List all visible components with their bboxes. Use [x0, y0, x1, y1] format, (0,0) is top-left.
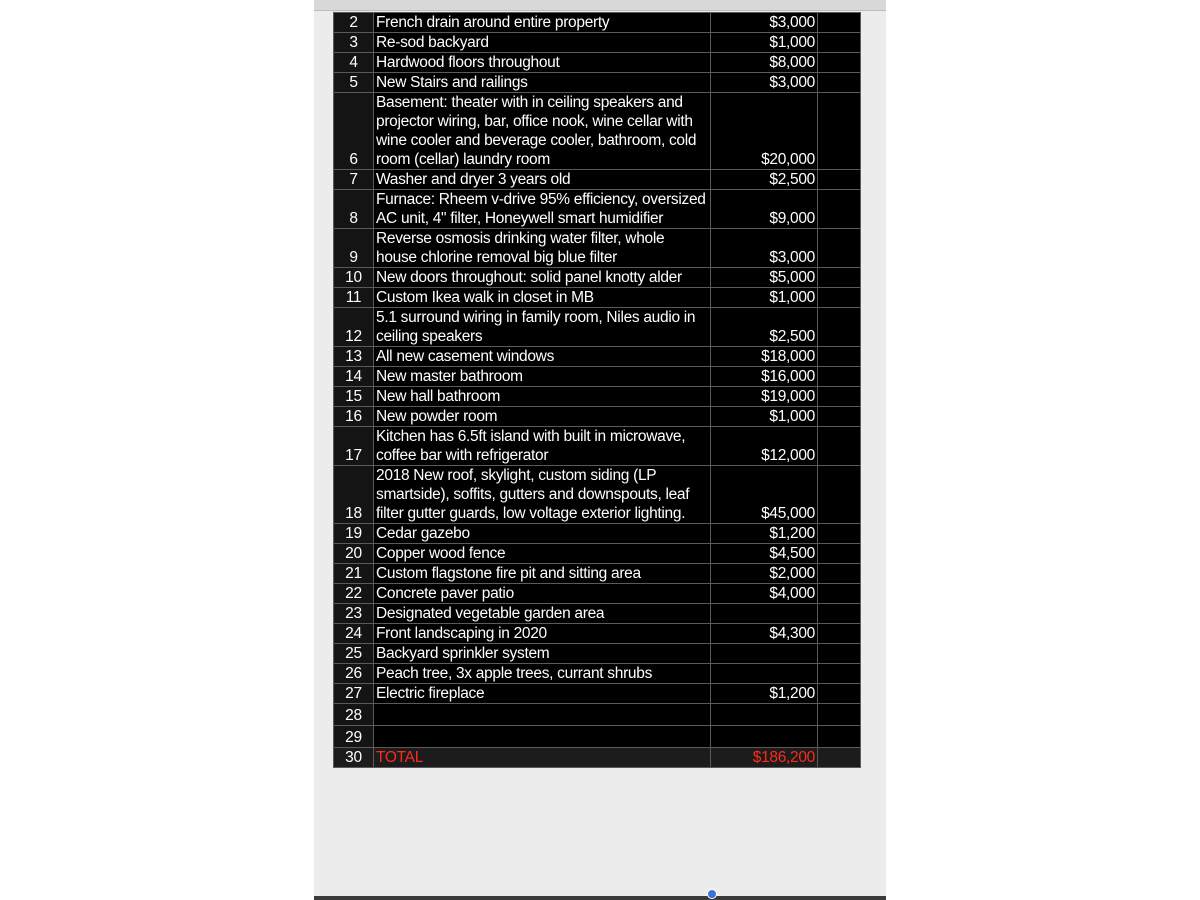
- row-number[interactable]: 20: [334, 544, 374, 564]
- item-description-cell[interactable]: Custom flagstone fire pit and sitting area: [374, 564, 711, 584]
- item-description-cell[interactable]: Cedar gazebo: [374, 524, 711, 544]
- row-number[interactable]: 16: [334, 407, 374, 427]
- table-row[interactable]: [334, 229, 861, 268]
- row-number[interactable]: 9: [334, 229, 374, 268]
- item-amount-cell[interactable]: $16,000: [711, 367, 818, 387]
- item-amount-cell[interactable]: $4,500: [711, 544, 818, 564]
- row-number[interactable]: 15: [334, 387, 374, 407]
- item-amount-cell[interactable]: $1,000: [711, 33, 818, 53]
- item-description-cell[interactable]: [374, 726, 711, 748]
- empty-cell[interactable]: [818, 288, 861, 308]
- item-amount-cell[interactable]: $2,500: [711, 170, 818, 190]
- row-number[interactable]: 5: [334, 73, 374, 93]
- item-description-cell[interactable]: Designated vegetable garden area: [374, 604, 711, 624]
- total-row[interactable]: [334, 748, 861, 768]
- empty-cell[interactable]: [818, 33, 861, 53]
- row-number[interactable]: 7: [334, 170, 374, 190]
- row-number[interactable]: 29: [334, 726, 374, 748]
- item-description-cell[interactable]: Front landscaping in 2020: [374, 624, 711, 644]
- table-row[interactable]: [334, 604, 861, 624]
- item-amount-cell[interactable]: $1,000: [711, 407, 818, 427]
- item-description-cell[interactable]: Kitchen has 6.5ft island with built in microwave, coffee bar with refrigerator: [374, 427, 711, 466]
- row-number[interactable]: 21: [334, 564, 374, 584]
- empty-cell[interactable]: [818, 13, 861, 33]
- table-row[interactable]: [334, 33, 861, 53]
- table-row[interactable]: [334, 170, 861, 190]
- table-row[interactable]: [334, 524, 861, 544]
- total-label-cell[interactable]: TOTAL: [374, 748, 711, 768]
- empty-cell[interactable]: [818, 544, 861, 564]
- row-number[interactable]: 3: [334, 33, 374, 53]
- table-row[interactable]: [334, 53, 861, 73]
- table-row[interactable]: [334, 564, 861, 584]
- row-number[interactable]: 27: [334, 684, 374, 704]
- empty-cell[interactable]: [818, 53, 861, 73]
- spreadsheet-viewer: [314, 0, 886, 900]
- item-description-cell[interactable]: Peach tree, 3x apple trees, currant shrubs: [374, 664, 711, 684]
- viewer-top-bar: [314, 0, 886, 11]
- empty-cell[interactable]: [818, 93, 861, 170]
- table-row[interactable]: [334, 93, 861, 170]
- item-amount-cell[interactable]: $3,000: [711, 13, 818, 33]
- item-description-cell[interactable]: New Stairs and railings: [374, 73, 711, 93]
- table-row[interactable]: [334, 664, 861, 684]
- table-row[interactable]: [334, 544, 861, 564]
- item-description-cell[interactable]: 5.1 surround wiring in family room, Niles audio in ceiling speakers: [374, 308, 711, 347]
- item-amount-cell[interactable]: $20,000: [711, 93, 818, 170]
- empty-cell[interactable]: [818, 664, 861, 684]
- table-row[interactable]: [334, 288, 861, 308]
- spreadsheet-grid[interactable]: [333, 12, 860, 768]
- empty-cell[interactable]: [818, 584, 861, 604]
- item-amount-cell[interactable]: [711, 604, 818, 624]
- empty-cell[interactable]: [818, 684, 861, 704]
- item-description-cell[interactable]: Washer and dryer 3 years old: [374, 170, 711, 190]
- cost-table: [333, 12, 861, 768]
- empty-cell[interactable]: [818, 604, 861, 624]
- table-row[interactable]: [334, 624, 861, 644]
- table-row[interactable]: [334, 644, 861, 664]
- item-amount-cell[interactable]: [711, 644, 818, 664]
- item-amount-cell[interactable]: $2,000: [711, 564, 818, 584]
- table-row[interactable]: [334, 704, 861, 726]
- empty-cell[interactable]: [818, 726, 861, 748]
- table-row[interactable]: [334, 308, 861, 347]
- row-number[interactable]: 11: [334, 288, 374, 308]
- item-description-cell[interactable]: 2018 New roof, skylight, custom siding (LP smartside), soffits, gutters and downspouts, leaf filter gutter guards, low voltage exterior lighting.: [374, 466, 711, 524]
- empty-cell[interactable]: [818, 704, 861, 726]
- item-amount-cell[interactable]: [711, 704, 818, 726]
- table-row[interactable]: [334, 190, 861, 229]
- empty-cell[interactable]: [818, 748, 861, 768]
- empty-cell[interactable]: [818, 427, 861, 466]
- row-number[interactable]: 24: [334, 624, 374, 644]
- item-amount-cell[interactable]: [711, 664, 818, 684]
- row-number[interactable]: 2: [334, 13, 374, 33]
- table-row[interactable]: [334, 13, 861, 33]
- row-number[interactable]: 12: [334, 308, 374, 347]
- total-amount-cell[interactable]: $186,200: [711, 748, 818, 768]
- empty-cell[interactable]: [818, 367, 861, 387]
- empty-cell[interactable]: [818, 407, 861, 427]
- empty-cell[interactable]: [818, 268, 861, 288]
- item-amount-cell[interactable]: $2,500: [711, 308, 818, 347]
- item-amount-cell[interactable]: $5,000: [711, 268, 818, 288]
- row-number[interactable]: 25: [334, 644, 374, 664]
- row-number[interactable]: 18: [334, 466, 374, 524]
- table-row[interactable]: [334, 427, 861, 466]
- table-row[interactable]: [334, 347, 861, 367]
- item-amount-cell[interactable]: $4,300: [711, 624, 818, 644]
- item-description-cell[interactable]: All new casement windows: [374, 347, 711, 367]
- table-row[interactable]: [334, 407, 861, 427]
- item-amount-cell[interactable]: $45,000: [711, 466, 818, 524]
- item-amount-cell[interactable]: $18,000: [711, 347, 818, 367]
- row-number[interactable]: 26: [334, 664, 374, 684]
- row-number[interactable]: 22: [334, 584, 374, 604]
- empty-cell[interactable]: [818, 387, 861, 407]
- table-row[interactable]: [334, 584, 861, 604]
- table-row[interactable]: [334, 466, 861, 524]
- row-number[interactable]: 17: [334, 427, 374, 466]
- empty-cell[interactable]: [818, 466, 861, 524]
- item-amount-cell[interactable]: $1,200: [711, 684, 818, 704]
- empty-cell[interactable]: [818, 190, 861, 229]
- empty-cell[interactable]: [818, 644, 861, 664]
- item-description-cell[interactable]: Concrete paver patio: [374, 584, 711, 604]
- item-description-cell[interactable]: Electric fireplace: [374, 684, 711, 704]
- item-description-cell[interactable]: Reverse osmosis drinking water filter, whole house chlorine removal big blue filter: [374, 229, 711, 268]
- table-row[interactable]: [334, 268, 861, 288]
- item-description-cell[interactable]: [374, 704, 711, 726]
- item-description-cell[interactable]: New hall bathroom: [374, 387, 711, 407]
- item-description-cell[interactable]: Copper wood fence: [374, 544, 711, 564]
- item-amount-cell[interactable]: $1,000: [711, 288, 818, 308]
- row-number[interactable]: 30: [334, 748, 374, 768]
- row-number[interactable]: 8: [334, 190, 374, 229]
- item-amount-cell[interactable]: $12,000: [711, 427, 818, 466]
- item-description-cell[interactable]: Backyard sprinkler system: [374, 644, 711, 664]
- row-number[interactable]: 28: [334, 704, 374, 726]
- empty-cell[interactable]: [818, 524, 861, 544]
- item-amount-cell[interactable]: $8,000: [711, 53, 818, 73]
- empty-cell[interactable]: [818, 229, 861, 268]
- item-amount-cell[interactable]: [711, 726, 818, 748]
- item-description-cell[interactable]: New powder room: [374, 407, 711, 427]
- table-body: [334, 13, 861, 768]
- empty-cell[interactable]: [818, 308, 861, 347]
- item-amount-cell[interactable]: $1,200: [711, 524, 818, 544]
- empty-cell[interactable]: [818, 73, 861, 93]
- item-description-cell[interactable]: Hardwood floors throughout: [374, 53, 711, 73]
- table-row[interactable]: [334, 726, 861, 748]
- item-description-cell[interactable]: Basement: theater with in ceiling speakers and projector wiring, bar, office nook, wine cellar with wine cooler and beverage cooler, bathroom, cold room (cellar) laundry room: [374, 93, 711, 170]
- item-description-cell[interactable]: Furnace: Rheem v-drive 95% efficiency, oversized AC unit, 4" filter, Honeywell smart humidifier: [374, 190, 711, 229]
- horizontal-scrollbar[interactable]: [314, 896, 886, 900]
- row-number[interactable]: 19: [334, 524, 374, 544]
- item-amount-cell[interactable]: $4,000: [711, 584, 818, 604]
- scroll-handle[interactable]: [707, 889, 717, 899]
- item-description-cell[interactable]: New master bathroom: [374, 367, 711, 387]
- row-number[interactable]: 23: [334, 604, 374, 624]
- empty-cell[interactable]: [818, 170, 861, 190]
- item-amount-cell[interactable]: $9,000: [711, 190, 818, 229]
- item-amount-cell[interactable]: $19,000: [711, 387, 818, 407]
- item-description-cell[interactable]: Custom Ikea walk in closet in MB: [374, 288, 711, 308]
- table-row[interactable]: [334, 387, 861, 407]
- item-description-cell[interactable]: Re-sod backyard: [374, 33, 711, 53]
- item-amount-cell[interactable]: $3,000: [711, 73, 818, 93]
- item-description-cell[interactable]: New doors throughout: solid panel knotty alder: [374, 268, 711, 288]
- item-amount-cell[interactable]: $3,000: [711, 229, 818, 268]
- empty-cell[interactable]: [818, 624, 861, 644]
- row-number[interactable]: 13: [334, 347, 374, 367]
- row-number[interactable]: 14: [334, 367, 374, 387]
- row-number[interactable]: 4: [334, 53, 374, 73]
- row-number[interactable]: 6: [334, 93, 374, 170]
- row-number[interactable]: 10: [334, 268, 374, 288]
- table-row[interactable]: [334, 684, 861, 704]
- table-row[interactable]: [334, 73, 861, 93]
- empty-cell[interactable]: [818, 347, 861, 367]
- item-description-cell[interactable]: French drain around entire property: [374, 13, 711, 33]
- table-row[interactable]: [334, 367, 861, 387]
- empty-cell[interactable]: [818, 564, 861, 584]
